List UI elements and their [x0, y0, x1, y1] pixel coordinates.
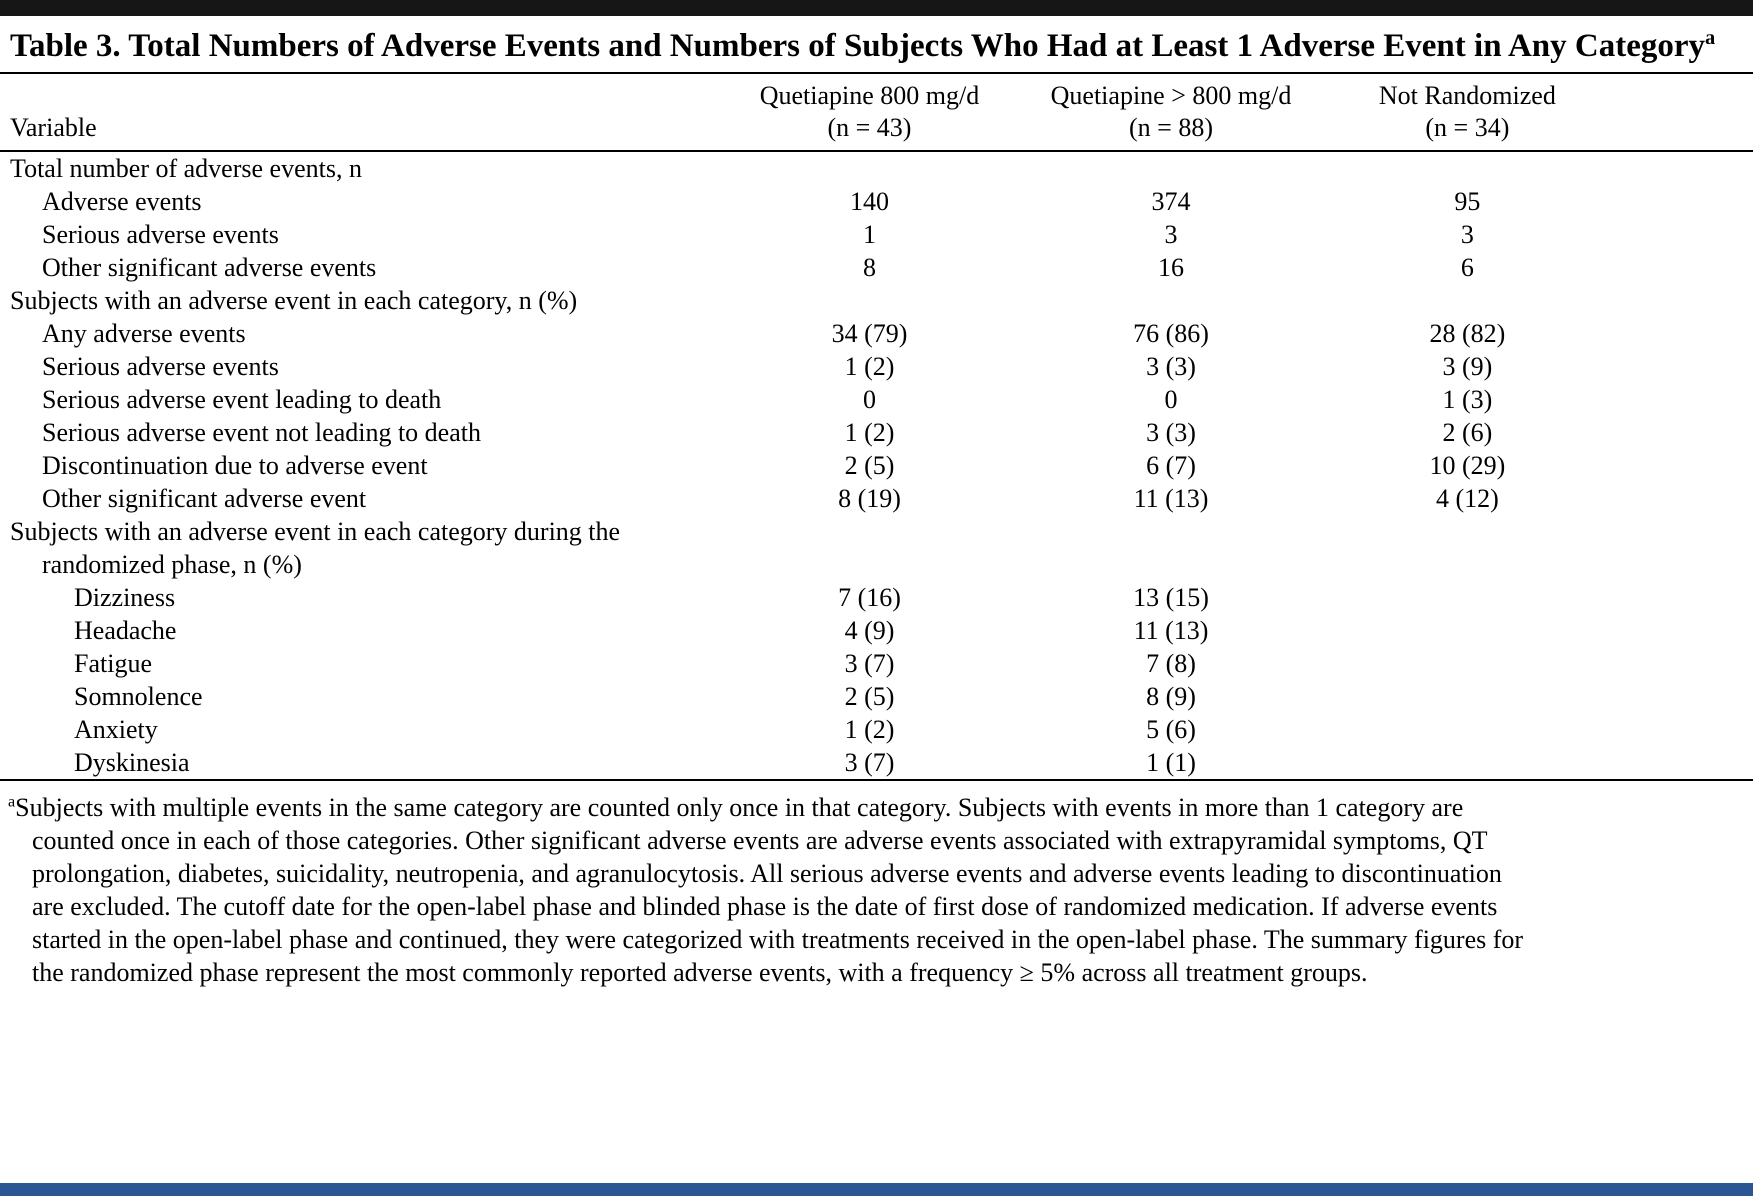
value-cell: 13 (15)	[1133, 583, 1209, 612]
value-cell	[1322, 614, 1753, 647]
column-header-quetiapine-800-n: (n = 43)	[827, 113, 912, 142]
table-title-text: Table 3. Total Numbers of Adverse Events and Numbers of Subjects Who Had at Least 1 Adverse Event in Any Category	[10, 28, 1706, 64]
value-cell: 1 (2)	[844, 352, 895, 381]
value-cell: 7 (16)	[838, 583, 901, 612]
value-cell: 28 (82)	[1429, 319, 1506, 348]
value-cell	[1322, 151, 1753, 185]
footnote-marker: a	[8, 793, 16, 811]
value-cell: 11 (13)	[1133, 484, 1209, 513]
value-cell	[1322, 581, 1753, 614]
row-label: Subjects with an adverse event in each category, n (%)	[10, 286, 578, 315]
value-cell	[1020, 515, 1322, 581]
column-header-not-randomized	[1322, 74, 1753, 151]
value-cell: 16	[1157, 253, 1184, 282]
value-cell	[1322, 746, 1753, 780]
row-label: Any adverse events	[42, 319, 246, 348]
table-row	[0, 185, 1753, 218]
table-row	[0, 647, 1753, 680]
row-label: Adverse events	[42, 187, 202, 216]
column-header-quetiapine-800-label: Quetiapine 800 mg/d	[759, 81, 980, 110]
value-cell: 4 (12)	[1435, 484, 1499, 513]
value-cell: 7 (8)	[1146, 649, 1196, 678]
table-section-row	[0, 284, 1753, 317]
value-cell: 3 (9)	[1442, 352, 1493, 381]
column-header-quetiapine-800	[719, 74, 1021, 151]
table-row	[0, 614, 1753, 647]
column-header-not-randomized-label: Not Randomized	[1378, 81, 1556, 110]
row-label: Headache	[74, 616, 177, 645]
value-cell: 3 (7)	[844, 649, 895, 678]
column-header-quetiapine-over-800	[1020, 74, 1322, 151]
value-cell	[719, 515, 1021, 581]
row-label: Total number of adverse events, n	[10, 154, 362, 183]
value-cell	[1322, 647, 1753, 680]
row-label-line2: randomized phase, n (%)	[42, 550, 302, 579]
value-cell: 1 (2)	[844, 715, 895, 744]
table-row	[0, 482, 1753, 515]
value-cell: 6 (7)	[1146, 451, 1196, 480]
table-title-footnote-marker: a	[1705, 27, 1716, 49]
value-cell: 8	[862, 253, 876, 282]
table-footnote	[0, 791, 1532, 989]
value-cell: 8 (9)	[1146, 682, 1196, 711]
value-cell: 3 (7)	[719, 746, 1021, 780]
page-bottom-bar	[0, 1183, 1753, 1196]
table-body	[0, 151, 1753, 780]
adverse-events-table	[0, 74, 1753, 781]
value-cell: 5 (6)	[1146, 715, 1196, 744]
row-label	[0, 515, 719, 581]
value-cell	[1322, 515, 1753, 581]
value-cell: 2 (5)	[844, 682, 895, 711]
value-cell	[1322, 284, 1753, 317]
row-label: Other significant adverse events	[42, 253, 377, 282]
value-cell	[1322, 680, 1753, 713]
table-row	[0, 218, 1753, 251]
column-header-not-randomized-n: (n = 34)	[1425, 113, 1510, 142]
value-cell: 2 (5)	[844, 451, 895, 480]
value-cell: 0	[862, 385, 876, 414]
row-label: Serious adverse event leading to death	[42, 385, 442, 414]
value-cell	[1020, 151, 1322, 185]
table-row	[0, 350, 1753, 383]
value-cell: 1	[862, 220, 876, 249]
row-label: Serious adverse events	[42, 220, 279, 249]
table-row	[0, 449, 1753, 482]
value-cell: 8 (19)	[838, 484, 901, 513]
row-label: Dyskinesia	[0, 746, 719, 780]
value-cell: 2 (6)	[1442, 418, 1493, 447]
table-header-row	[0, 74, 1753, 151]
table-header	[0, 74, 1753, 151]
table-row	[0, 746, 1753, 780]
table-section-row	[0, 515, 1753, 581]
row-label: Other significant adverse event	[42, 484, 367, 513]
table-row	[0, 317, 1753, 350]
value-cell: 1 (3)	[1442, 385, 1493, 414]
row-label: Anxiety	[74, 715, 158, 744]
column-header-variable	[0, 74, 719, 151]
table-section-row	[0, 151, 1753, 185]
row-label: Discontinuation due to adverse event	[42, 451, 428, 480]
table-row	[0, 713, 1753, 746]
value-cell: 3 (3)	[1146, 418, 1196, 447]
value-cell: 140	[849, 187, 889, 216]
value-cell: 76 (86)	[1133, 319, 1209, 348]
row-label: Somnolence	[74, 682, 203, 711]
table-row	[0, 581, 1753, 614]
value-cell: 3	[1164, 220, 1178, 249]
table-title	[8, 26, 1745, 66]
top-rule-bar	[0, 0, 1753, 16]
row-label: Fatigue	[74, 649, 152, 678]
table-row	[0, 251, 1753, 284]
value-cell: 374	[1151, 187, 1191, 216]
value-cell: 4 (9)	[844, 616, 895, 645]
column-header-variable-label: Variable	[10, 113, 97, 142]
value-cell: 95	[1454, 187, 1481, 216]
value-cell	[719, 284, 1021, 317]
value-cell: 0	[1164, 385, 1178, 414]
column-header-quetiapine-over-800-label: Quetiapine > 800 mg/d	[1050, 81, 1292, 110]
row-label: Serious adverse events	[42, 352, 279, 381]
table-row	[0, 680, 1753, 713]
value-cell: 1 (2)	[844, 418, 895, 447]
row-label: Dizziness	[74, 583, 176, 612]
column-header-quetiapine-over-800-n: (n = 88)	[1129, 113, 1213, 142]
value-cell	[1322, 713, 1753, 746]
value-cell: 1 (1)	[1020, 746, 1322, 780]
value-cell: 11 (13)	[1133, 616, 1209, 645]
table-row	[0, 383, 1753, 416]
value-cell: 34 (79)	[831, 319, 908, 348]
value-cell	[719, 151, 1021, 185]
value-cell: 10 (29)	[1429, 451, 1506, 480]
table-row	[0, 416, 1753, 449]
value-cell	[1020, 284, 1322, 317]
value-cell: 3 (3)	[1146, 352, 1196, 381]
footnote-text: Subjects with multiple events in the same category are counted only once in that category. Subjects with events in more than 1 category are counted once in each of those categories. Other significant adverse events are adverse events associated with extrapyramidal symptoms, QT prolongation, diabetes, suicidality, neutropenia, and agranulocytosis. All serious adverse events and adverse events leading to discontinuation are excluded. The cutoff date for the open-label phase and blinded phase is the date of first dose of randomized medication. If adverse events started in the open-label phase and continued, they were categorized with treatments received in the open-label phase. The summary figures for the randomized phase represent the most commonly reported adverse events, with a frequency ≥ 5% across all treatment groups.	[15, 793, 1524, 987]
row-label-line1: Subjects with an adverse event in each category during the	[10, 517, 621, 546]
value-cell: 6	[1460, 253, 1474, 282]
row-label: Serious adverse event not leading to death	[42, 418, 481, 447]
value-cell: 3	[1460, 220, 1474, 249]
